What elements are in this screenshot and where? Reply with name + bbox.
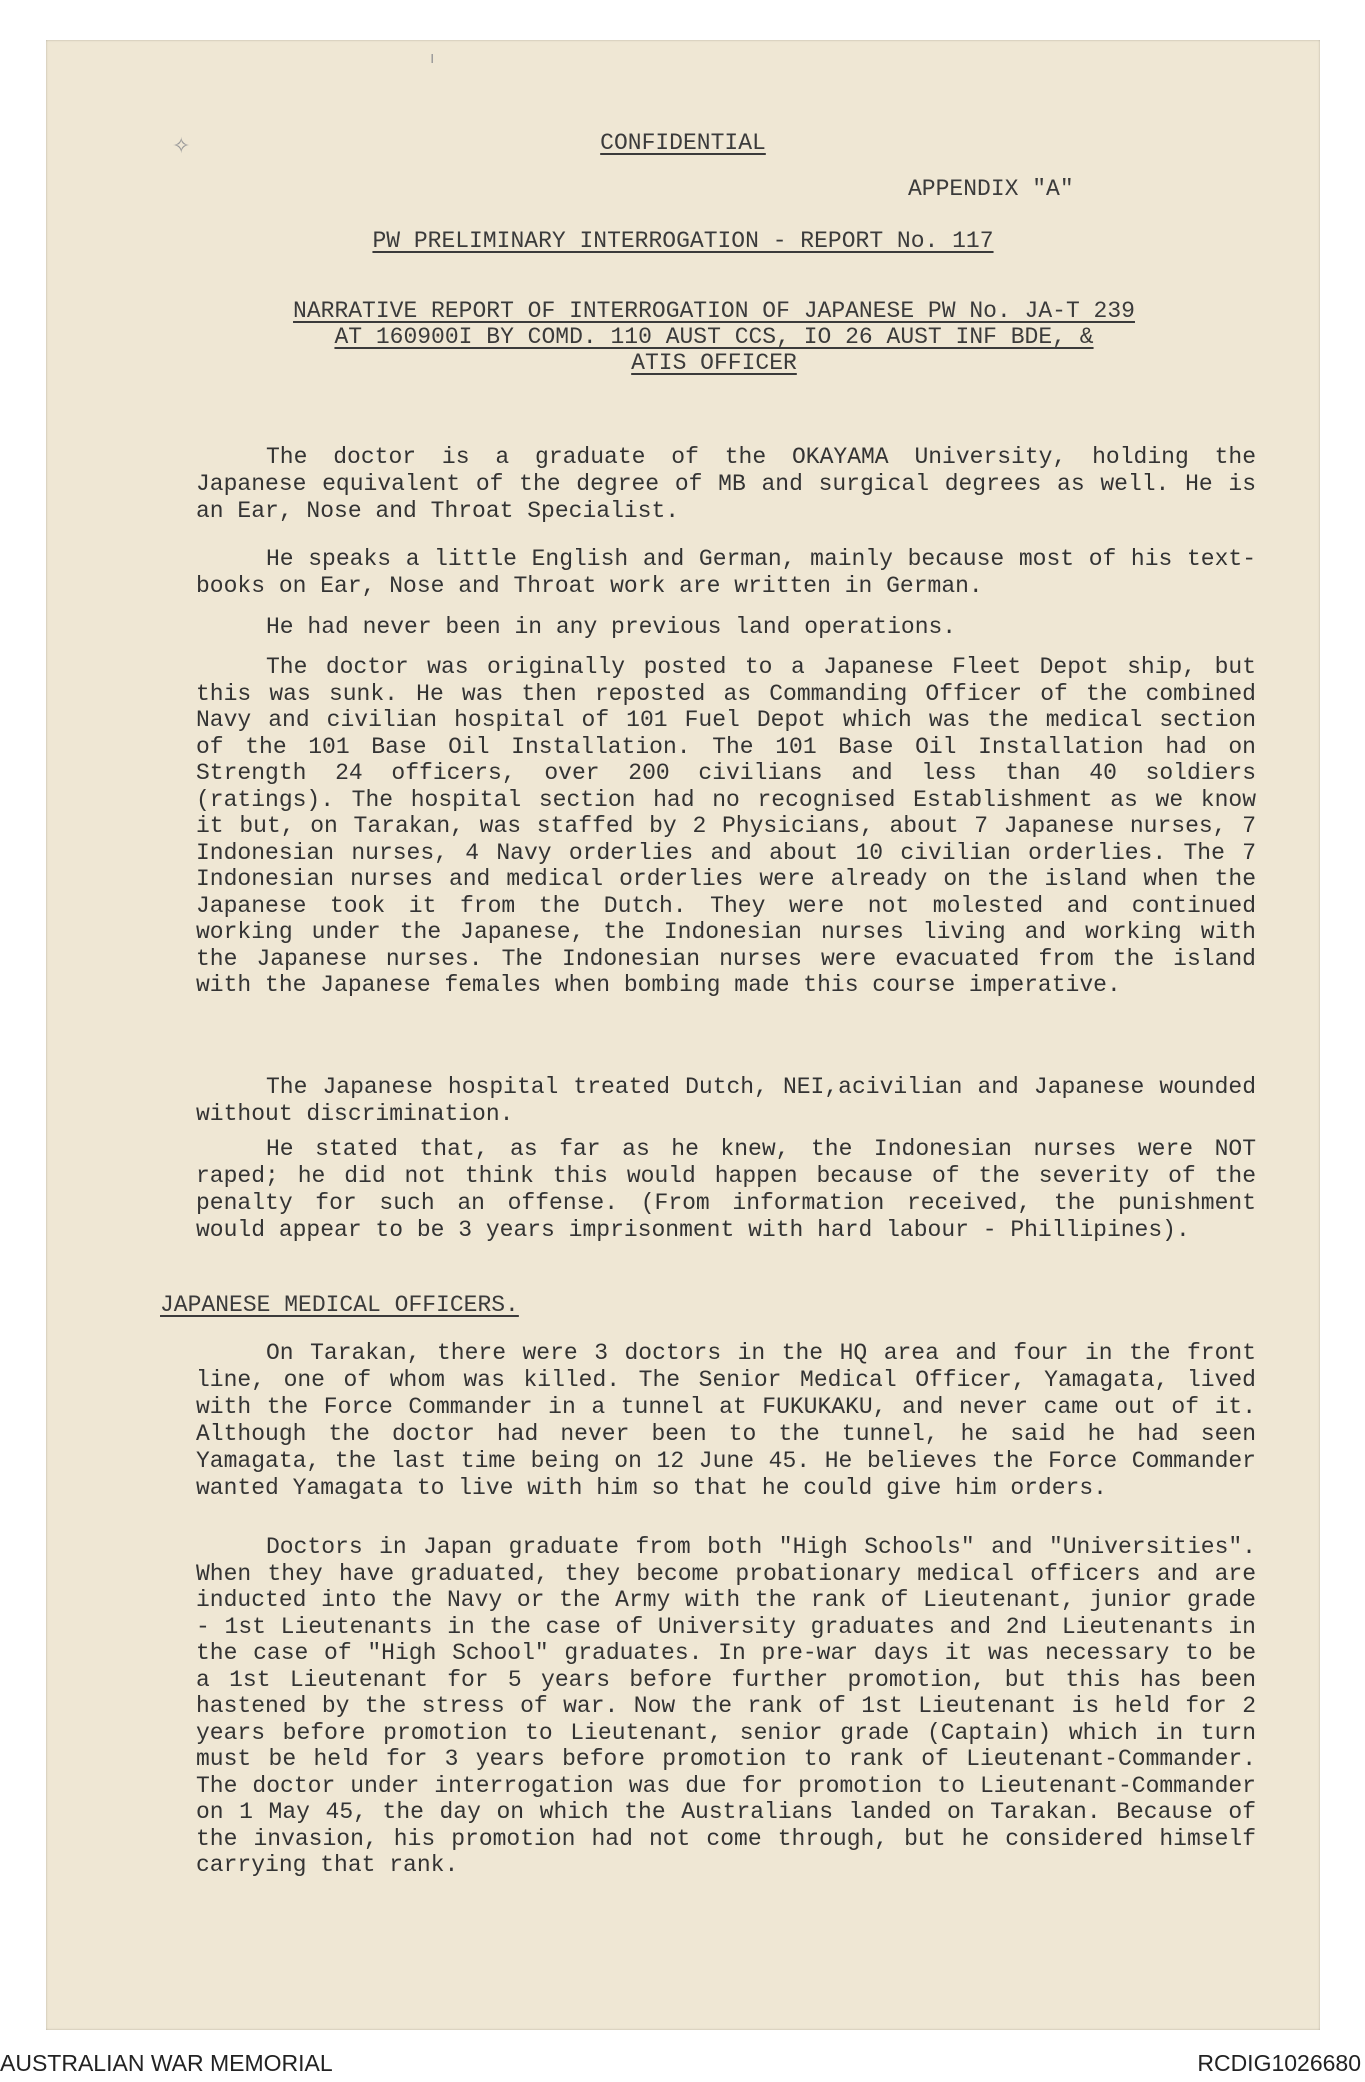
paragraph-6: He stated that, as far as he knew, the Indonesian nurses were NOT raped; he did not think this would happen because of the severity of the penalty for such an offense. (From information received, the punishment would appear to be 3 years imprisonment with hard labour - Phillipines). [196,1136,1256,1243]
paragraph-3: He had never been in any previous land operations. [266,614,957,640]
paragraph-2: He speaks a little English and German, mainly because most of his text-books on Ear, Nose and Throat work are written in German. [196,546,1256,599]
footer-source: AUSTRALIAN WAR MEMORIAL [0,2050,333,2076]
narrative-heading-line-3: ATIS OFFICER [631,350,797,376]
paragraph-5: The Japanese hospital treated Dutch, NEI,acivilian and Japanese wounded without discrimination. [196,1074,1256,1127]
appendix-label: APPENDIX "A" [908,176,1074,202]
narrative-heading [224,298,1204,376]
document-page [46,40,1320,2030]
paragraph-1: The doctor is a graduate of the OKAYAMA University, holding the Japanese equivalent of the degree of MB and surgical degrees as well. He is an Ear, Nose and Throat Specialist. [196,444,1256,524]
classification-label: CONFIDENTIAL [600,130,766,156]
section-heading: JAPANESE MEDICAL OFFICERS. [160,1292,519,1318]
smudge-mark-icon: ✧ [172,134,191,159]
report-title: PW PRELIMINARY INTERROGATION - REPORT No. 117 [372,228,994,254]
tick-mark-icon: ı [430,48,435,67]
section-paragraph-1: On Tarakan, there were 3 doctors in the HQ area and four in the front line, one of whom was killed. The Senior Medical Officer, Yamagata, lived with the Force Commander in a tunnel at FUKUKAKU, and never came out of it. Although the doctor had never been to the tunnel, he said he had seen Yamagata, the last time being on 12 June 45. He believes the Force Commander wanted Yamagata to live with him so that he could give him orders. [196,1340,1256,1501]
section-paragraph-2: Doctors in Japan graduate from both "High Schools" and "Universities". When they have graduated, they become probationary medical officers and are inducted into the Navy or the Army with the rank of Lieutenant, junior grade - 1st Lieutenants in the case of University graduates and 2nd Lieutenants in the case of "High School" graduates. In pre-war days it was necessary to be a 1st Lieutenant for 5 years before further promotion, but this has been hastened by the stress of war. Now the rank of 1st Lieutenant is held for 2 years before promotion to Lieutenant, senior grade (Captain) which in turn must be held for 3 years before promotion to rank of Lieutenant-Commander. The doctor under interrogation was due for promotion to Lieutenant-Commander on 1 May 45, the day on which the Australians landed on Tarakan. Because of the invasion, his promotion had not come through, but he considered himself carrying that rank. [196,1534,1256,1878]
paragraph-4: The doctor was originally posted to a Japanese Fleet Depot ship, but this was sunk. He was then reposted as Commanding Officer of the combined Navy and civilian hospital of 101 Fuel Depot which was the medical section of the 101 Base Oil Installation. The 101 Base Oil Installation had on Strength 24 officers, over 200 civilians and less than 40 soldiers (ratings). The hospital section had no recognised Establishment as we know it but, on Tarakan, was staffed by 2 Physicians, about 7 Japanese nurses, 7 Indonesian nurses, 4 Navy orderlies and about 10 civilian orderlies. The 7 Indonesian nurses and medical orderlies were already on the island when the Japanese took it from the Dutch. They were not molested and continued working under the Japanese, the Indonesian nurses living and working with the Japanese nurses. The Indonesian nurses were evacuated from the island with the Japanese females when bombing made this course imperative. [196,654,1256,998]
narrative-heading-line-2: AT 160900I BY COMD. 110 AUST CCS, IO 26 AUST INF BDE, & [334,324,1094,350]
narrative-heading-line-1: NARRATIVE REPORT OF INTERROGATION OF JAPANESE PW No. JA-T 239 [293,298,1135,324]
footer-id: RCDIG1026680 [1197,2050,1361,2076]
